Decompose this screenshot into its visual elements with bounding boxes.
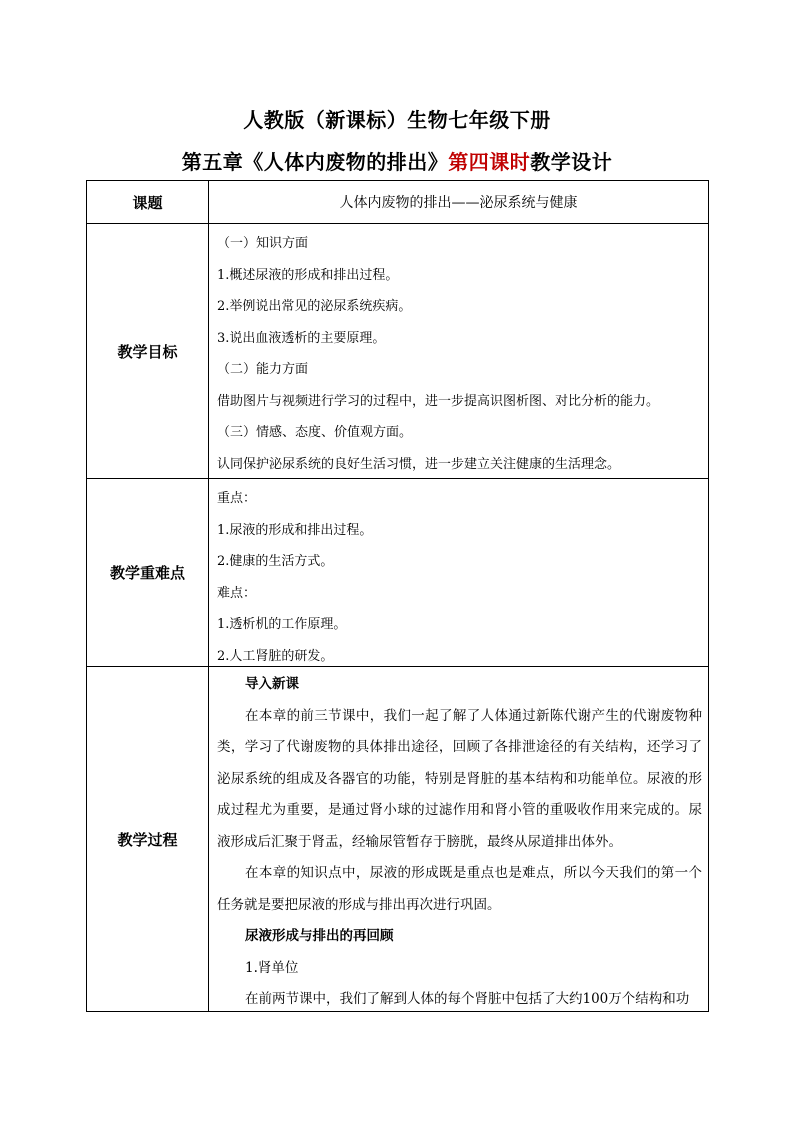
table-row-objectives — [87, 224, 709, 479]
process-paragraph: 在本章的前三节课中，我们一起了解了人体通过新陈代谢产生的代谢废物种类，学习了代谢废物的具体排出途径，回顾了各排泄途径的有关结构，还学习了泌尿系统的组成及各器官的功能，特别是肾脏的基本结构和功能单位。尿液的形成过程尤为重要，是通过肾小球的过滤作用和肾小管的重吸收作用来完成的。尿液形成后汇聚于肾盂，经输尿管暂存于膀胱，最终从尿道排出体外。 — [217, 707, 702, 850]
key-point-line: 1.透析机的工作原理。 — [217, 617, 347, 632]
objectives-cell — [209, 224, 709, 479]
objective-line: 2.举例说出常见的泌尿系统疾病。 — [217, 299, 412, 314]
process-paragraph: 在本章的知识点中，尿液的形成既是重点也是难点，所以今天我们的第一个任务就是要把尿液的形成与排出再次进行巩固。 — [217, 865, 702, 913]
key-points-label: 教学重难点 — [87, 479, 209, 667]
process-label: 教学过程 — [87, 667, 209, 1012]
objectives-label: 教学目标 — [87, 224, 209, 479]
subtitle-chapter: 第五章《人体内废物的排出》 — [181, 150, 449, 174]
key-point-line: 重点： — [217, 491, 257, 506]
key-points-cell — [209, 479, 709, 667]
objective-line: 借助图片与视频进行学习的过程中，进一步提高识图析图、对比分析的能力。 — [217, 393, 660, 409]
table-row-process — [87, 667, 709, 1012]
topic-label: 课题 — [87, 181, 209, 224]
objective-line: 3.说出血液透析的主要原理。 — [217, 330, 386, 346]
objective-line: （三）情感、态度、价值观方面。 — [217, 425, 413, 440]
process-paragraph: 在前两节课中，我们了解到人体的每个肾脏中包括了大约100万个结构和功 — [245, 991, 690, 1007]
table-row-key-points — [87, 479, 709, 667]
lesson-plan-table — [86, 180, 709, 1012]
key-point-line: 2.人工肾脏的研发。 — [217, 648, 334, 664]
objective-line: 1.概述尿液的形成和排出过程。 — [217, 267, 399, 283]
document-subtitle — [0, 146, 794, 175]
objective-line: 认同保护泌尿系统的良好生活习惯，进一步建立关注健康的生活理念。 — [217, 456, 621, 472]
objective-line: （二）能力方面 — [217, 362, 309, 377]
key-point-line: 难点： — [217, 585, 257, 601]
table-row-topic — [87, 181, 709, 224]
process-heading: 尿液形成与排出的再回顾 — [245, 928, 394, 944]
key-point-line: 1.尿液的形成和排出过程。 — [217, 522, 373, 538]
process-heading: 导入新课 — [245, 676, 299, 692]
process-cell — [209, 667, 709, 1012]
subtitle-suffix: 教学设计 — [530, 150, 613, 174]
subtitle-lesson-highlight: 第四课时 — [448, 150, 531, 174]
topic-value: 人体内废物的排出——泌尿系统与健康 — [209, 181, 709, 224]
process-subheading: 1.肾单位 — [245, 959, 299, 976]
key-point-line: 2.健康的生活方式。 — [217, 554, 334, 569]
document-title: 人教版（新课标）生物七年级下册 — [243, 108, 551, 132]
objective-line: （一）知识方面 — [217, 236, 309, 251]
